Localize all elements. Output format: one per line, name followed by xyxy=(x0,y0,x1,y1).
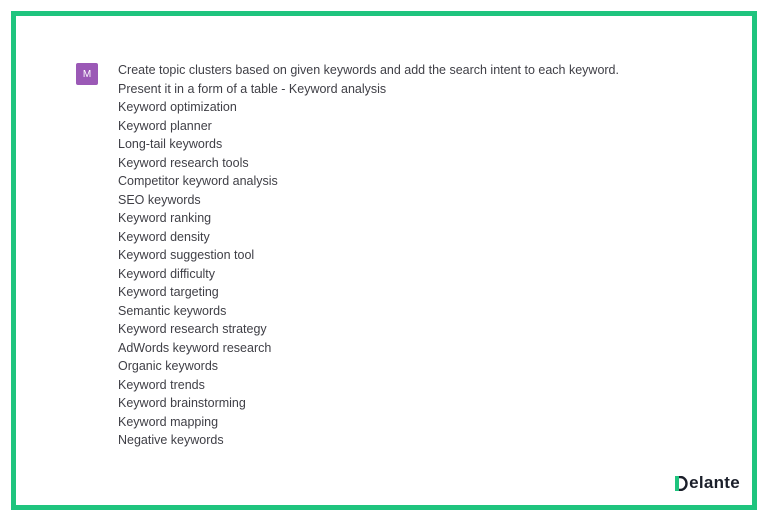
prompt-instruction-line: Present it in a form of a table - Keyword analysis xyxy=(118,81,387,96)
keyword-line: Keyword research tools xyxy=(118,155,249,170)
prompt-line: Create topic clusters based on given keywords and add the search intent to each keyword. xyxy=(118,63,619,77)
keyword-line: Keyword density xyxy=(118,229,210,244)
keyword-line: Keyword targeting xyxy=(118,285,219,299)
user-avatar: M xyxy=(76,63,98,85)
keyword-line: Keyword difficulty xyxy=(118,266,216,281)
keyword-line: Keyword optimization xyxy=(118,100,237,114)
keyword-line: Keyword ranking xyxy=(118,211,212,225)
keyword-line: Keyword brainstorming xyxy=(118,396,246,410)
keyword-line: SEO keywords xyxy=(118,192,201,207)
keyword-line: AdWords keyword research xyxy=(118,340,272,355)
keyword-line: Organic keywords xyxy=(118,359,219,373)
screenshot-frame xyxy=(11,11,757,510)
user-message xyxy=(76,61,619,450)
message-text xyxy=(118,61,619,450)
logo-text: elante xyxy=(689,473,740,492)
keyword-line: Semantic keywords xyxy=(118,303,227,318)
keyword-line: Long-tail keywords xyxy=(118,137,223,151)
delante-d-logo-icon xyxy=(675,476,688,491)
keyword-line: Competitor keyword analysis xyxy=(118,174,278,188)
keyword-line: Keyword mapping xyxy=(118,414,219,429)
delante-logo xyxy=(675,473,740,493)
keyword-line: Negative keywords xyxy=(118,433,224,447)
keyword-line: Keyword planner xyxy=(118,118,212,133)
keyword-line: Keyword research strategy xyxy=(118,322,267,336)
keyword-line: Keyword trends xyxy=(118,377,205,392)
keyword-line: Keyword suggestion tool xyxy=(118,248,255,262)
